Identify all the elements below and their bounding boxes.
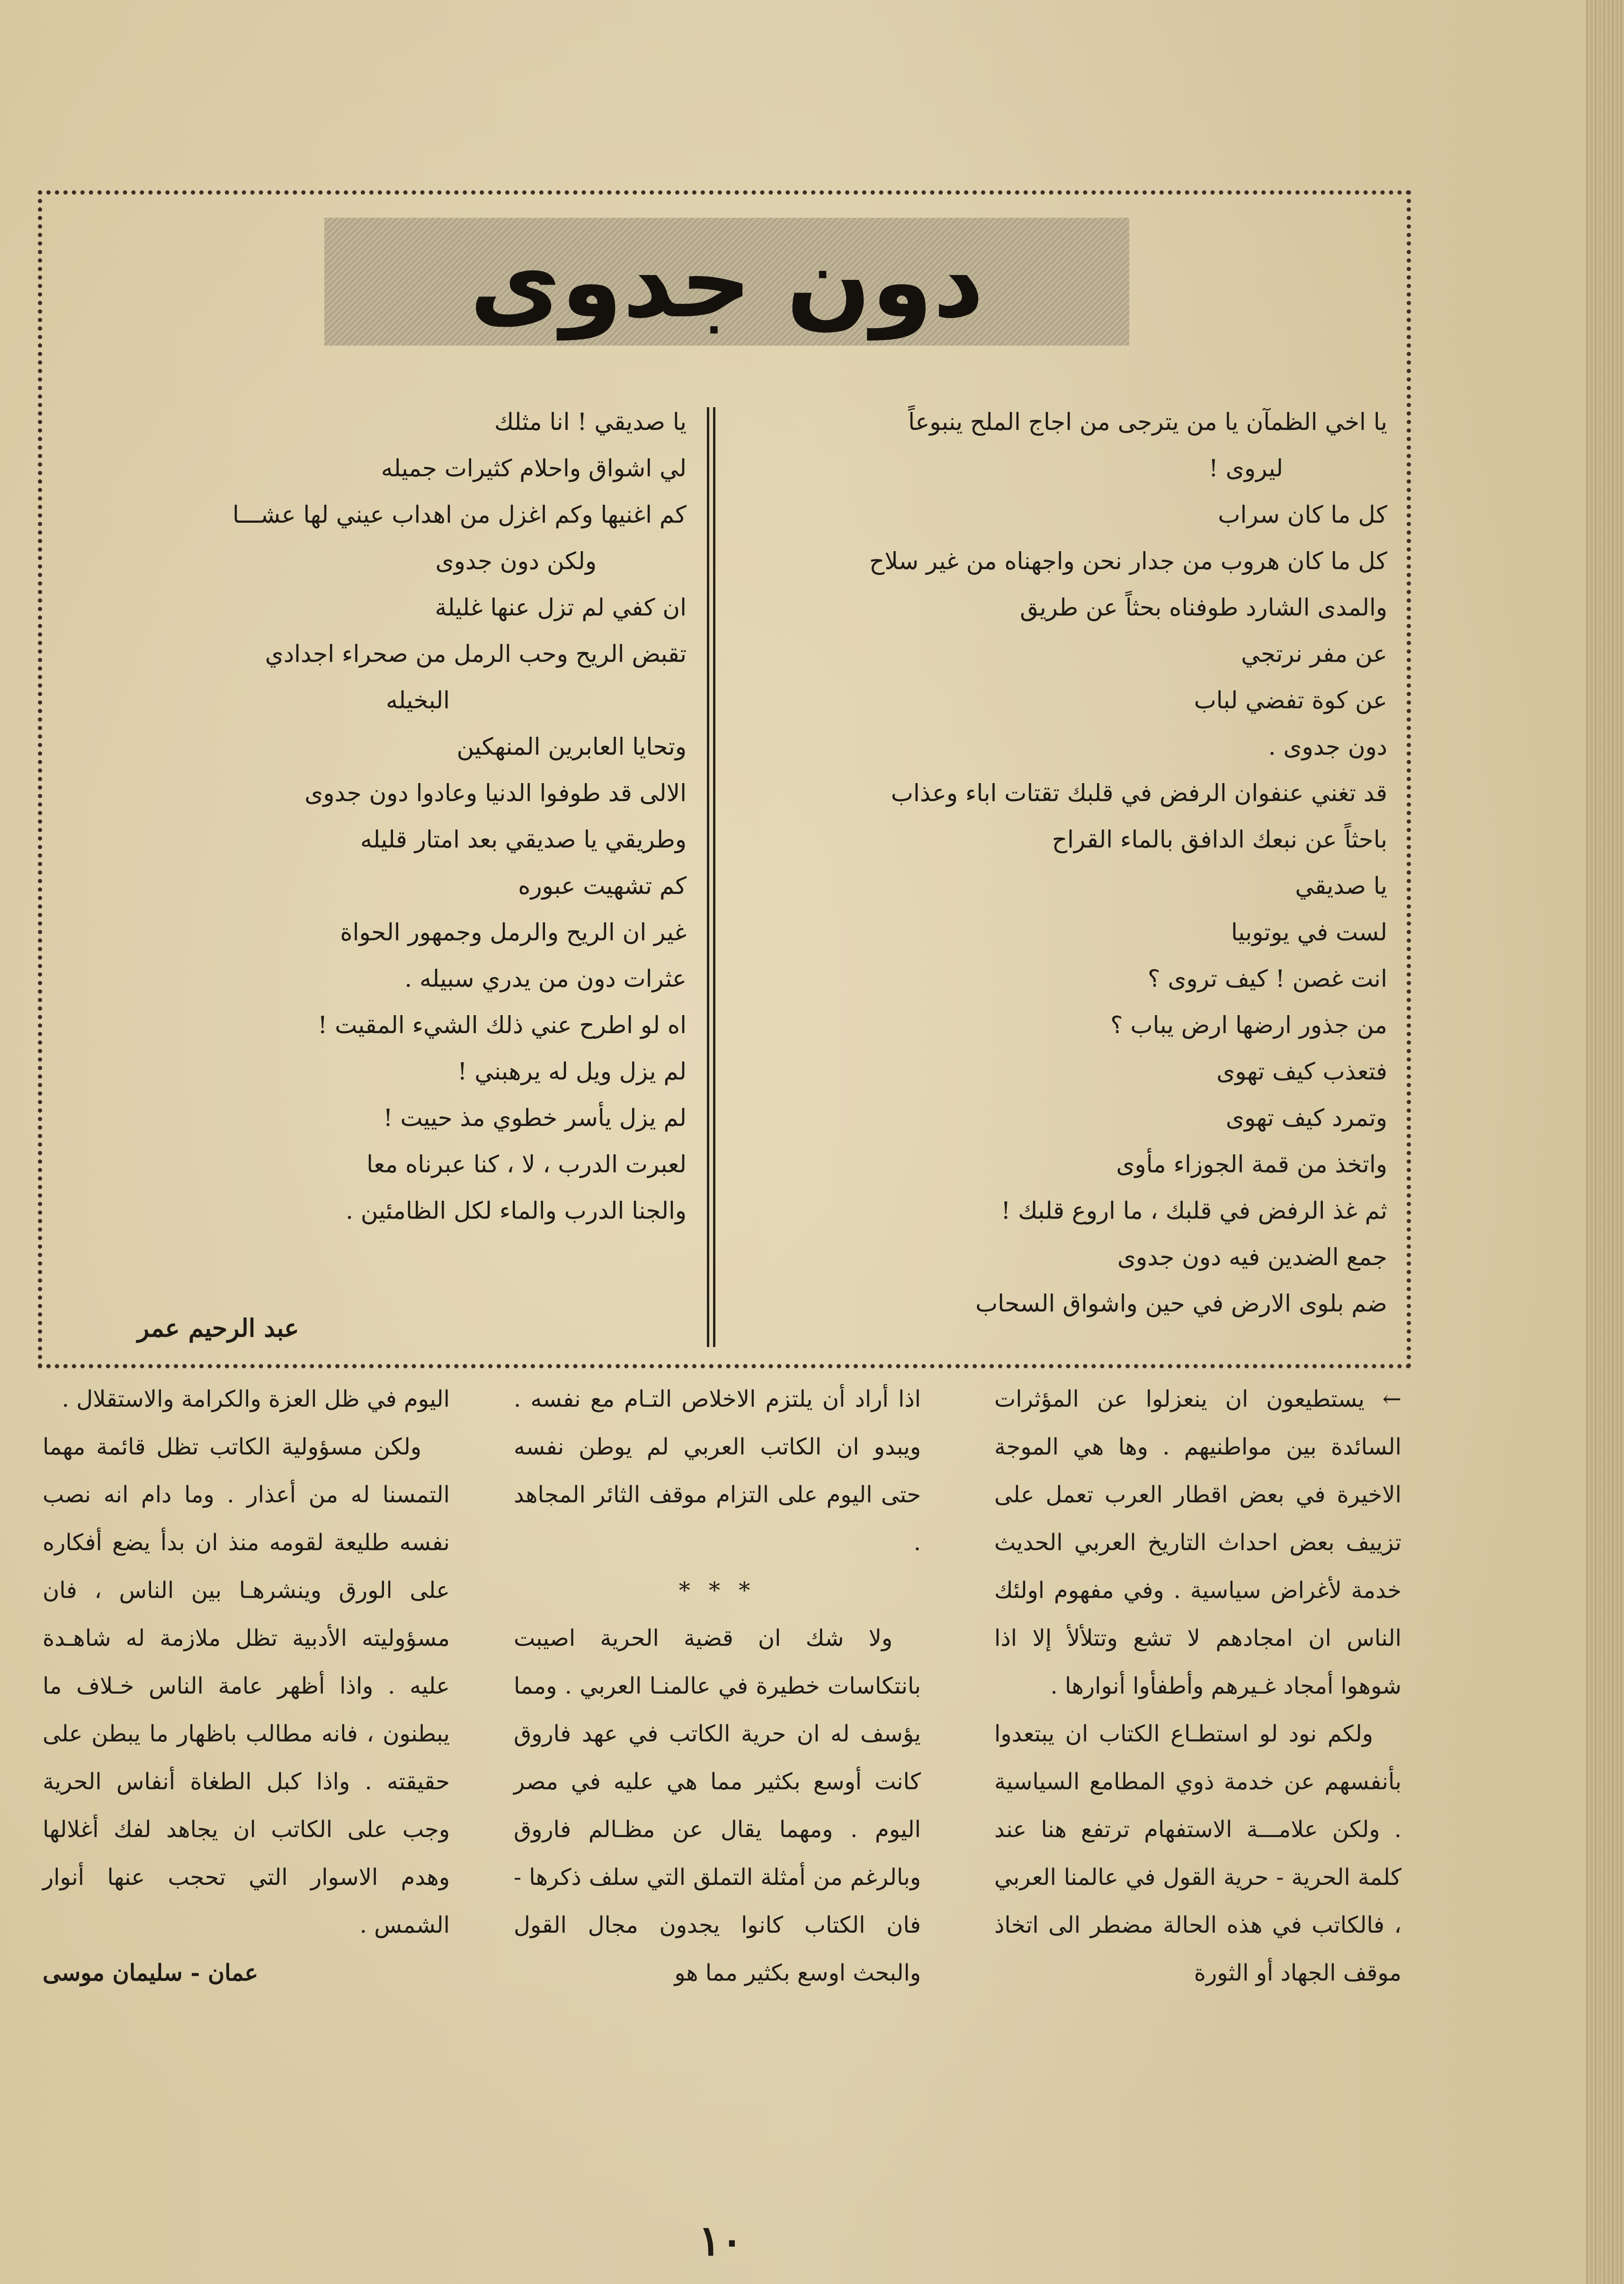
poem-line: لم يزل ويل له يرهبني ! bbox=[457, 1058, 687, 1085]
title-banner bbox=[324, 218, 1129, 346]
poem-line: عثرات دون من يدري سبيله . bbox=[404, 965, 687, 992]
paragraph: اذا أراد أن يلتزم الاخلاص التـام مع نفسه . ويبدو ان الكاتب العربي لم يوطن نفسه حتى اليوم على التزام موقف الثائر المجاهد . bbox=[514, 1386, 921, 1556]
poem-line: عن مفر نرتجي bbox=[1241, 640, 1387, 668]
paragraph: ← يستطيعون ان ينعزلوا عن المؤثرات السائدة بين مواطنيهم . وها هي الموجة الاخيرة في بعض اقطار العرب تعمل على تزييف بعض احداث التاريخ العربي الحديث خدمة لأغراض سياسية . وفي مفهوم اولئك الناس ان امجادهم لا تشع وتتلألأ إلا اذا شوهوا أمجاد غـيرهم وأطفأوا أنوارها . bbox=[994, 1386, 1401, 1699]
poem-line: لست في يوتوبيا bbox=[1231, 919, 1387, 946]
poem-line: واتخذ من قمة الجوزاء مأوى bbox=[1116, 1151, 1387, 1178]
poem-line: وتمرد كيف تهوى bbox=[1225, 1104, 1387, 1132]
poem-line: ولكن دون جدوى bbox=[435, 547, 597, 575]
poem-line: والجنا الدرب والماء لكل الظامئين . bbox=[346, 1197, 687, 1224]
poem-line: اه لو اطرح عني ذلك الشيء المقيت ! bbox=[318, 1011, 687, 1039]
poem-line: جمع الضدين فيه دون جدوى bbox=[1117, 1243, 1387, 1271]
paragraph: ولكم نود لو استطـاع الكتاب ان يبتعدوا بأنفسهم عن خدمة ذوي المطامع السياسية . ولكن علامـــة الاستفهام ترتفع هنا عند كلمة الحرية - حرية القول في عالمنا العربي ، فالكاتب في هذه الحالة مضطر الى اتخاذ موقف الجهاد أو الثورة bbox=[994, 1721, 1401, 1986]
poem-left-column bbox=[33, 399, 687, 1234]
poem-line: الالى قد طوفوا الدنيا وعادوا دون جدوى bbox=[304, 779, 687, 807]
paragraph: ولا شك ان قضية الحرية اصيبت بانتكاسات خطيرة في عالمنـا العربي . ومما يؤسف له ان حرية الكاتب في عهد فاروق كانت أوسع بكثير مما هي عليه في مصر اليوم . ومهما يقال عن مظـالم فاروق وبالرغم من أمثلة التملق التي سلف ذكرها - فان الكتاب كانوا يجدون مجال القول والبحث اوسع بكثير مما هو bbox=[514, 1625, 921, 1986]
page-edge bbox=[1586, 0, 1624, 2284]
poem-line: وتحايا العابرين المنهكين bbox=[456, 733, 687, 760]
poem-line: يا صديقي bbox=[1295, 872, 1387, 900]
poem-line: لي اشواق واحلام كثيرات جميله bbox=[381, 455, 687, 482]
section-separator: * * * bbox=[678, 1577, 756, 1604]
poem-line: كل ما كان هروب من جدار نحن واجهناه من غير سلاح bbox=[869, 547, 1387, 575]
article-column-1 bbox=[994, 1375, 1401, 1997]
poem-line: ليروى ! bbox=[1208, 455, 1283, 482]
poem-title: دون جدوى bbox=[469, 223, 984, 340]
article-column-3 bbox=[43, 1375, 450, 1997]
poem-line: دون جدوى . bbox=[1268, 733, 1387, 760]
paragraph: اليوم في ظل العزة والكرامة والاستقلال . bbox=[62, 1386, 450, 1412]
poem-line: يا صديقي ! انا مثلك bbox=[494, 408, 687, 436]
article-column-2 bbox=[514, 1375, 921, 1997]
poem-line: فتعذب كيف تهوى bbox=[1216, 1058, 1387, 1085]
poem-line: البخيله bbox=[386, 687, 450, 714]
column-divider bbox=[707, 407, 715, 1347]
poem-line: باحثاً عن نبعك الدافق بالماء القراح bbox=[1052, 826, 1387, 853]
poem-right-column bbox=[734, 399, 1387, 1327]
poem-line: والمدى الشارد طوفناه بحثاً عن طريق bbox=[1020, 594, 1387, 621]
poem-line: كم تشهيت عبوره bbox=[518, 872, 687, 900]
poem-line: ضم بلوى الارض في حين واشواق السحاب bbox=[975, 1290, 1387, 1317]
poem-line: من جذور ارضها ارض يباب ؟ bbox=[1110, 1011, 1387, 1039]
poem-author: عبد الرحيم عمر bbox=[137, 1314, 299, 1343]
poem-line: غير ان الريح والرمل وجمهور الحواة bbox=[340, 919, 687, 946]
poem-line: كل ما كان سراب bbox=[1218, 501, 1387, 528]
poem-line: كم اغنيها وكم اغزل من اهداب عيني لها عشـــا bbox=[232, 501, 687, 528]
article-author: عمان - سليمان موسى bbox=[43, 1960, 259, 1986]
paragraph: ولكن مسؤولية الكاتب تظل قائمة مهما التمسنا له من أعذار . وما دام انه نصب نفسه طليعة لقومه منذ ان بدأ يضع أفكاره على الورق وينشرهـا بين الناس ، فان مسؤوليته الأدبية تظل ملازمة له شاهـدة عليه . واذا أظهر عامة الناس خـلاف ما يبطنون ، فانه مطالب باظهار ما يبطن على حقيقته . واذا كبل الطغاة أنفاس الحرية وجب على الكاتب ان يجاهد لفك أغلالها وهدم الاسوار التي تحجب عنها أنوار الشمس . bbox=[43, 1434, 450, 1938]
poem-line: ثم غذ الرفض في قلبك ، ما اروع قلبك ! bbox=[1001, 1197, 1387, 1224]
poem-line: عن كوة تفضي لباب bbox=[1194, 687, 1387, 714]
poem-line: لعبرت الدرب ، لا ، كنا عبرناه معا bbox=[366, 1151, 687, 1178]
poem-line: تقبض الريح وحب الرمل من صحراء اجدادي bbox=[265, 640, 687, 668]
poem-line: ان كفي لم تزل عنها غليلة bbox=[435, 594, 687, 621]
poem-line: قد تغني عنفوان الرفض في قلبك تقتات اباء وعذاب bbox=[891, 779, 1387, 807]
poem-line: وطريقي يا صديقي بعد امتار قليله bbox=[360, 826, 687, 853]
page-number: ١٠ bbox=[698, 2216, 743, 2265]
poem-line: انت غصن ! كيف تروى ؟ bbox=[1147, 965, 1387, 992]
poem-line: يا اخي الظمآن يا من يترجى من اجاج الملح ينبوعاً bbox=[908, 408, 1387, 436]
poem-line: لم يزل يأسر خطوي مذ حييت ! bbox=[383, 1104, 687, 1132]
